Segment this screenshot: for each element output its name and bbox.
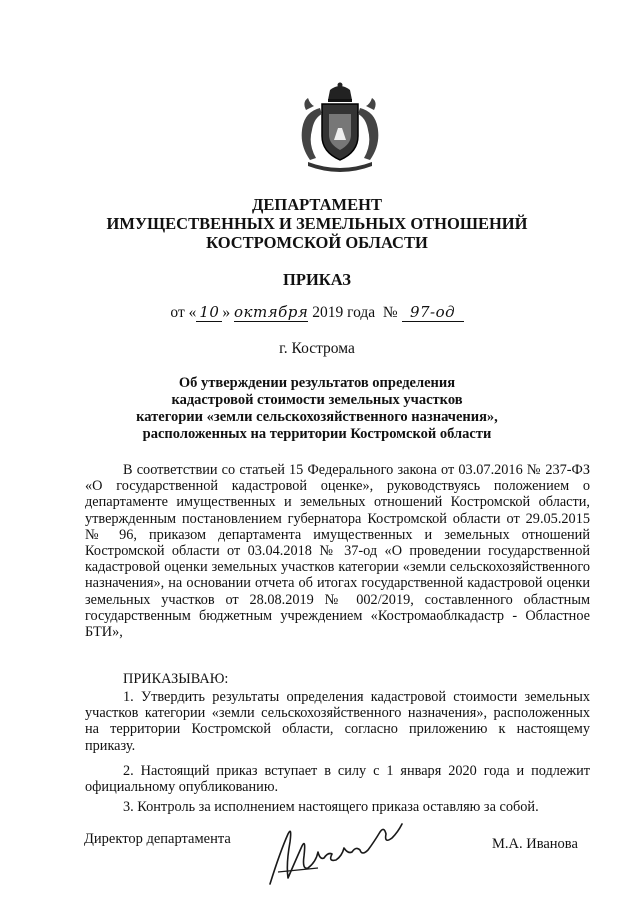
item-2-paragraph: 2. Настоящий приказ вступает в силу с 1 января 2020 года и подлежит официальному опубликованию. xyxy=(85,763,590,796)
item-1-paragraph: 1. Утвердить результаты определения кадастровой стоимости земельных участков категории «земли сельскохозяйственного назначения», расположенных на территории Костромской области, согласно приложению к настоящему приказу. xyxy=(85,689,590,754)
subject-line4: расположенных на территории Костромской области xyxy=(142,426,492,442)
subject-line2: кадастровой стоимости земельных участков xyxy=(171,392,463,408)
department-header-line2: ИМУЩЕСТВЕННЫХ И ЗЕМЕЛЬНЫХ ОТНОШЕНИЙ xyxy=(106,214,528,233)
preamble-paragraph: В соответствии со статьей 15 Федерального закона от 03.07.2016 № 237-ФЗ «О государственной кадастровой оценке», руководствуясь положением о департаменте имущественных и земельных отношений Костромской области, утвержденным постановлением губернатора Костромской области от 29.05.2015 № 96, приказом департамента имущественных и земельных отношений Костромской области от 03.04.2018 № 37-од «О проведении государственной кадастровой оценки земельных участков категории «земли сельскохозяйственного назначения», на основании отчета об итогах государственной кадастровой оценки земельных участков от 28.08.2019 № 002/2019, составленного областным государственным бюджетным учреждением «Костромаоблкадастр - Областное БТИ», xyxy=(85,462,590,641)
number-label: № xyxy=(382,304,398,321)
handwritten-signature xyxy=(258,812,408,892)
handwritten-month: октября xyxy=(234,303,309,321)
subject-line1: Об утверждении результатов определения xyxy=(178,375,456,391)
date-prefix: от « xyxy=(170,304,197,321)
department-header-line1: ДЕПАРТАМЕНТ xyxy=(252,195,382,214)
date-mid: » xyxy=(222,304,231,321)
item-3-paragraph: 3. Контроль за исполнением настоящего приказа оставляю за собой. xyxy=(123,799,539,815)
date-year: 2019 года xyxy=(312,304,376,321)
city-line: г. Кострома xyxy=(279,340,355,357)
subject-line3: категории «земли сельскохозяйственного назначения», xyxy=(136,409,498,425)
handwritten-order-number: 97-од xyxy=(402,303,464,322)
department-header-line3: КОСТРОМСКОЙ ОБЛАСТИ xyxy=(206,233,428,252)
signatory-position: Директор департамента xyxy=(84,831,231,847)
handwritten-day: 10 xyxy=(196,303,222,322)
decree-word: ПРИКАЗЫВАЮ: xyxy=(123,671,229,687)
document-type-title: ПРИКАЗ xyxy=(283,270,351,289)
signatory-name: М.А. Иванова xyxy=(492,836,578,852)
coat-of-arms-emblem xyxy=(292,80,388,176)
order-date-line xyxy=(0,303,634,322)
